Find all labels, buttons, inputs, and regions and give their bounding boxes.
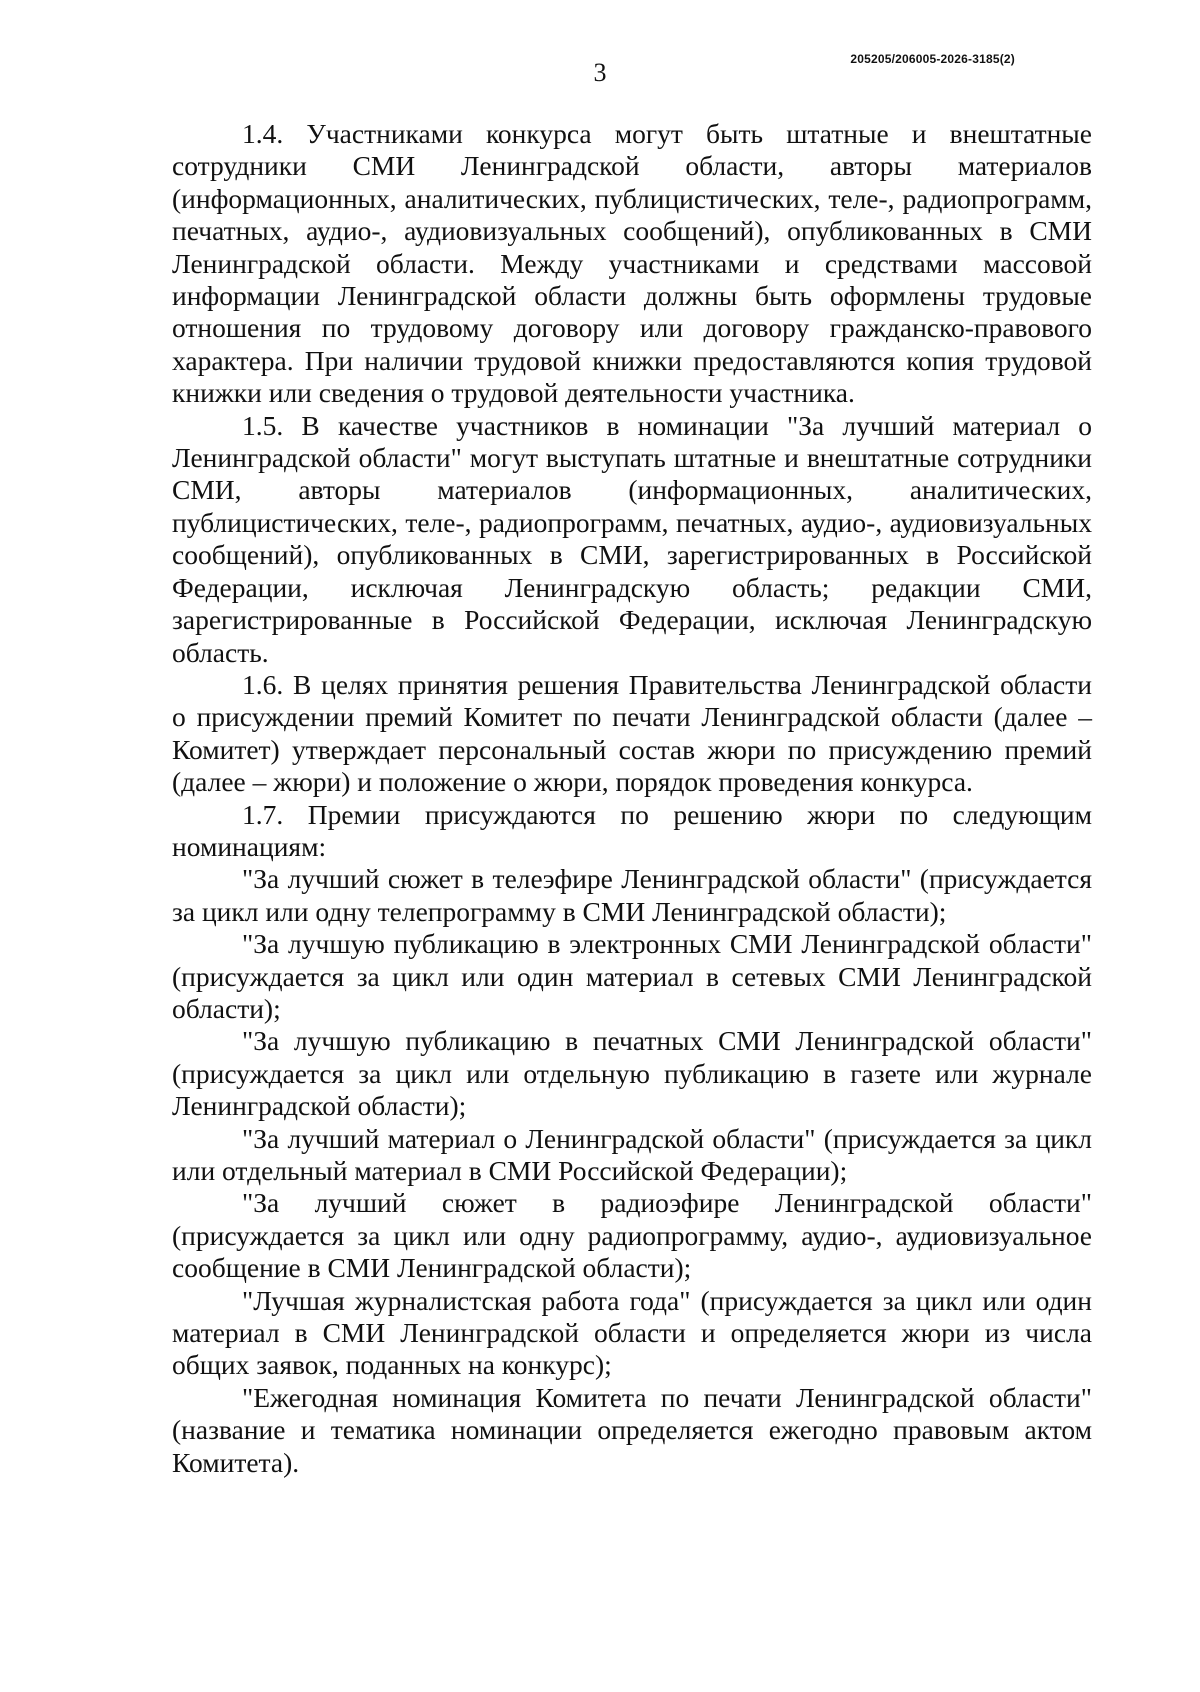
page-number: 3: [593, 58, 607, 87]
nomination-radio: "За лучший сюжет в радиоэфире Ленинградской области" (присуждается за цикл или одну радиопрограмму, аудио-, аудиовизуальное сообщение в СМИ Ленинградской области);: [172, 1187, 1092, 1284]
nomination-material-about-region: "За лучший материал о Ленинградской области" (присуждается за цикл или отдельный материал в СМИ Российской Федерации);: [172, 1122, 1092, 1186]
nomination-print-media: "За лучшую публикацию в печатных СМИ Ленинградской области" (присуждается за цикл или отдельную публикацию в газете или журнале Ленинградской области);: [172, 1025, 1092, 1122]
nomination-annual-committee: "Ежегодная номинация Комитета по печати Ленинградской области" (название и тематика номинации определяется ежегодно правовым актом Комитета).: [172, 1381, 1092, 1478]
document-body: [172, 118, 1092, 1479]
nomination-tv: "За лучший сюжет в телеэфире Ленинградской области" (присуждается за цикл или одну телепрограмму в СМИ Ленинградской области);: [172, 863, 1092, 927]
nomination-electronic-media: "За лучшую публикацию в электронных СМИ Ленинградской области" (присуждается за цикл или один материал в сетевых СМИ Ленинградской области);: [172, 928, 1092, 1024]
paragraph-1-4: 1.4. Участниками конкурса могут быть штатные и внештатные сотрудники СМИ Ленинградской области, авторы материалов (информационных, аналитических, публицистических, теле-, радиопрограмм, печатных, аудио-, аудиовизуальных сообщений), опубликованных в СМИ Ленинградской области. Между участниками и средствами массовой информации Ленинградской области должны быть оформлены трудовые отношения по трудовому договору или договору гражданско-правового характера. При наличии трудовой книжки предоставляются копия трудовой книжки или сведения о трудовой деятельности участника.: [172, 118, 1092, 409]
document-id: 205205/206005-2026-3185(2): [850, 52, 1015, 66]
paragraph-1-7: 1.7. Премии присуждаются по решению жюри по следующим номинациям:: [172, 798, 1092, 862]
paragraph-1-5: 1.5. В качестве участников в номинации "За лучший материал о Ленинградской области" могут выступать штатные и внештатные сотрудники СМИ, авторы материалов (информационных, аналитических, публицистических, теле-, радиопрограмм, печатных, аудио-, аудиовизуальных сообщений), опубликованных в СМИ, зарегистрированных в Российской Федерации, исключая Ленинградскую область; редакции СМИ, зарегистрированные в Российской Федерации, исключая Ленинградскую область.: [172, 409, 1092, 668]
paragraph-1-6: 1.6. В целях принятия решения Правительства Ленинградской области о присуждении премий Комитет по печати Ленинградской области (далее – Комитет) утверждает персональный состав жюри по присуждению премий (далее – жюри) и положение о жюри, порядок проведения конкурса.: [172, 668, 1092, 798]
nomination-journalistic-work-of-year: "Лучшая журналистская работа года" (присуждается за цикл или один материал в СМИ Ленинградской области и определяется жюри из числа общих заявок, поданных на конкурс);: [172, 1284, 1092, 1381]
